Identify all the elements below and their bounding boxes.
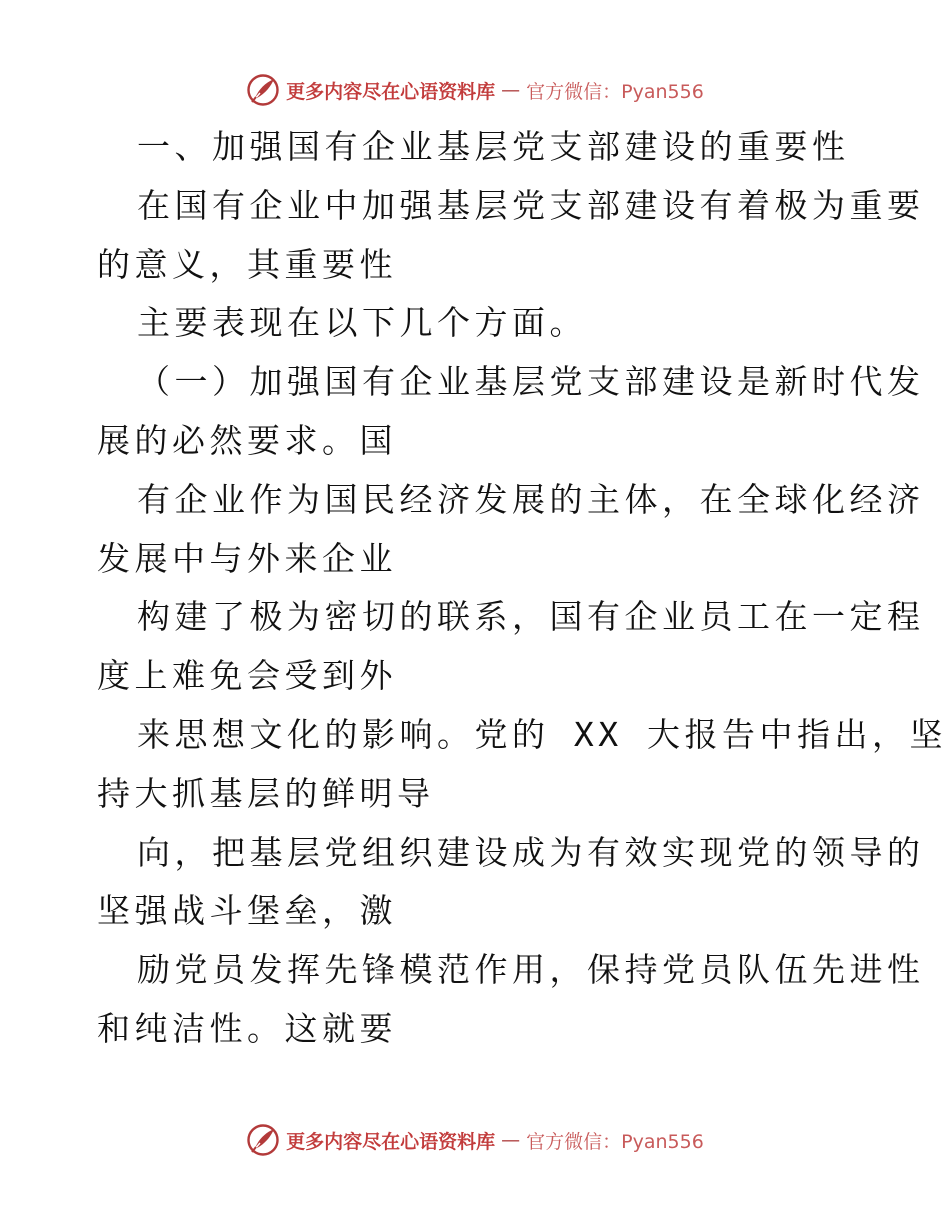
watermark-dash: — xyxy=(501,1129,521,1151)
header-watermark xyxy=(0,70,950,110)
body-text xyxy=(97,118,947,1059)
footer-watermark xyxy=(0,1120,950,1160)
text-line: 有企业作为国民经济发展的主体，在全球化经济 xyxy=(137,479,925,519)
text-line: 坚强战斗堡垒，激 xyxy=(97,891,397,931)
text-line: 度上难免会受到外 xyxy=(97,656,397,696)
watermark-wechat: 官方微信：Pyan556 xyxy=(526,80,704,103)
text-line: 的意义，其重要性 xyxy=(97,244,397,284)
watermark-title: 更多内容尽在心语资料库 xyxy=(286,1130,496,1153)
feather-pen-logo-icon xyxy=(246,73,280,107)
watermark-wechat: 官方微信：Pyan556 xyxy=(526,1130,704,1153)
text-line: 发展中与外来企业 xyxy=(97,538,397,578)
text-line: 持大抓基层的鲜明导 xyxy=(97,773,435,813)
feather-pen-logo-icon xyxy=(246,1123,280,1157)
text-line: 来思想文化的影响。党的 XX 大报告中指出，坚 xyxy=(137,714,947,754)
text-line: （一）加强国有企业基层党支部建设是新时代发 xyxy=(137,362,925,402)
text-line: 向，把基层党组织建设成为有效实现党的领导的 xyxy=(137,832,925,872)
text-line: 主要表现在以下几个方面。 xyxy=(137,303,587,343)
text-line: 和纯洁性。这就要 xyxy=(97,1008,397,1048)
text-line: 构建了极为密切的联系，国有企业员工在一定程 xyxy=(137,597,925,637)
watermark-title: 更多内容尽在心语资料库 xyxy=(286,80,496,103)
text-line: 展的必然要求。国 xyxy=(97,420,397,460)
text-line: 一、加强国有企业基层党支部建设的重要性 xyxy=(137,127,850,166)
text-line: 在国有企业中加强基层党支部建设有着极为重要 xyxy=(137,185,925,225)
watermark-dash: — xyxy=(501,79,521,101)
text-line: 励党员发挥先锋模范作用，保持党员队伍先进性 xyxy=(137,950,925,990)
